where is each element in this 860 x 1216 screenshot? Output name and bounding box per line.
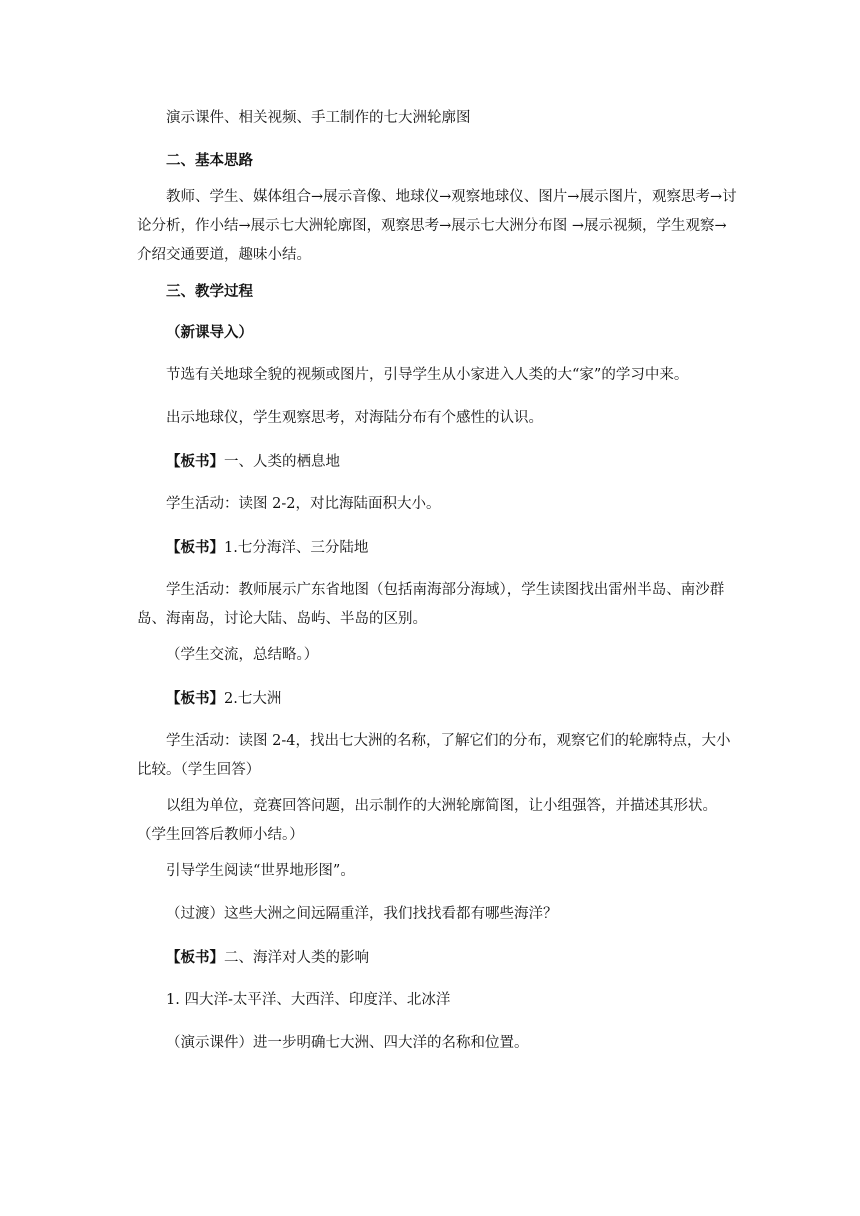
board-note-text: 一、人类的栖息地 bbox=[224, 454, 340, 470]
board-tag: 【板书】 bbox=[166, 690, 224, 707]
board-note-text: 2.七大洲 bbox=[224, 691, 282, 707]
activity-paragraph-3: 学生活动：读图 2-4，找出七大洲的名称，了解它们的分布，观察它们的轮廓特点，大小比较。（学生回答） bbox=[137, 733, 731, 778]
activity-paragraph-2: 学生活动：教师展示广东省地图（包括南海部分海域），学生读图找出雷州半岛、南沙群岛、海南岛，讨论大陆、岛屿、半岛的区别。 bbox=[137, 582, 725, 627]
oceans-list-item: 1. 四大洋-太平洋、大西洋、印度洋、北冰洋 bbox=[166, 992, 451, 1008]
board-note-text: 二、海洋对人类的影响 bbox=[224, 950, 369, 966]
board-note-3 bbox=[137, 684, 737, 714]
intro-paragraph-1: 节选有关地球全貌的视频或图片，引导学生从小家进入人类的大“家”的学习中来。 bbox=[166, 367, 689, 383]
board-note-2 bbox=[137, 533, 737, 563]
guide-paragraph: 引导学生阅读“世界地形图”。 bbox=[166, 863, 355, 879]
exchange-note: （学生交流，总结略。） bbox=[166, 647, 319, 663]
materials-line: 演示课件、相关视频、手工制作的七大洲轮廓图 bbox=[166, 110, 471, 126]
board-note-1 bbox=[137, 447, 737, 477]
transition-paragraph: （过渡）这些大洲之间远隔重洋，我们找找看都有哪些海洋？ bbox=[166, 906, 558, 922]
group-activity-paragraph: 以组为单位，竞赛回答问题，出示制作的大洲轮廓简图，让小组强答，并描述其形状。（学生回答后教师小结。） bbox=[137, 798, 717, 843]
intro-heading: （新课导入） bbox=[166, 324, 253, 341]
intro-paragraph-2: 出示地球仪，学生观察思考，对海陆分布有个感性的认识。 bbox=[166, 410, 543, 426]
section-title-basic-approach: 二、基本思路 bbox=[166, 152, 253, 169]
basic-approach-paragraph: 教师、学生、媒体组合→展示音像、地球仪→观察地球仪、图片→展示图片，观察思考→讨论分析，作小结→展示七大洲轮廓图，观察思考→展示七大洲分布图 →展示视频，学生观察→介绍交通要道，趣味小结。 bbox=[137, 189, 737, 263]
board-tag: 【板书】 bbox=[166, 949, 224, 966]
board-tag: 【板书】 bbox=[166, 539, 224, 556]
board-note-text: 1.七分海洋、三分陆地 bbox=[224, 540, 369, 556]
board-tag: 【板书】 bbox=[166, 453, 224, 470]
section-title-teaching-process: 三、教学过程 bbox=[166, 283, 253, 300]
demo-paragraph: （演示课件）进一步明确七大洲、四大洋的名称和位置。 bbox=[166, 1035, 529, 1051]
activity-paragraph-1: 学生活动：读图 2-2，对比海陆面积大小。 bbox=[166, 496, 441, 512]
board-note-4 bbox=[137, 943, 737, 973]
